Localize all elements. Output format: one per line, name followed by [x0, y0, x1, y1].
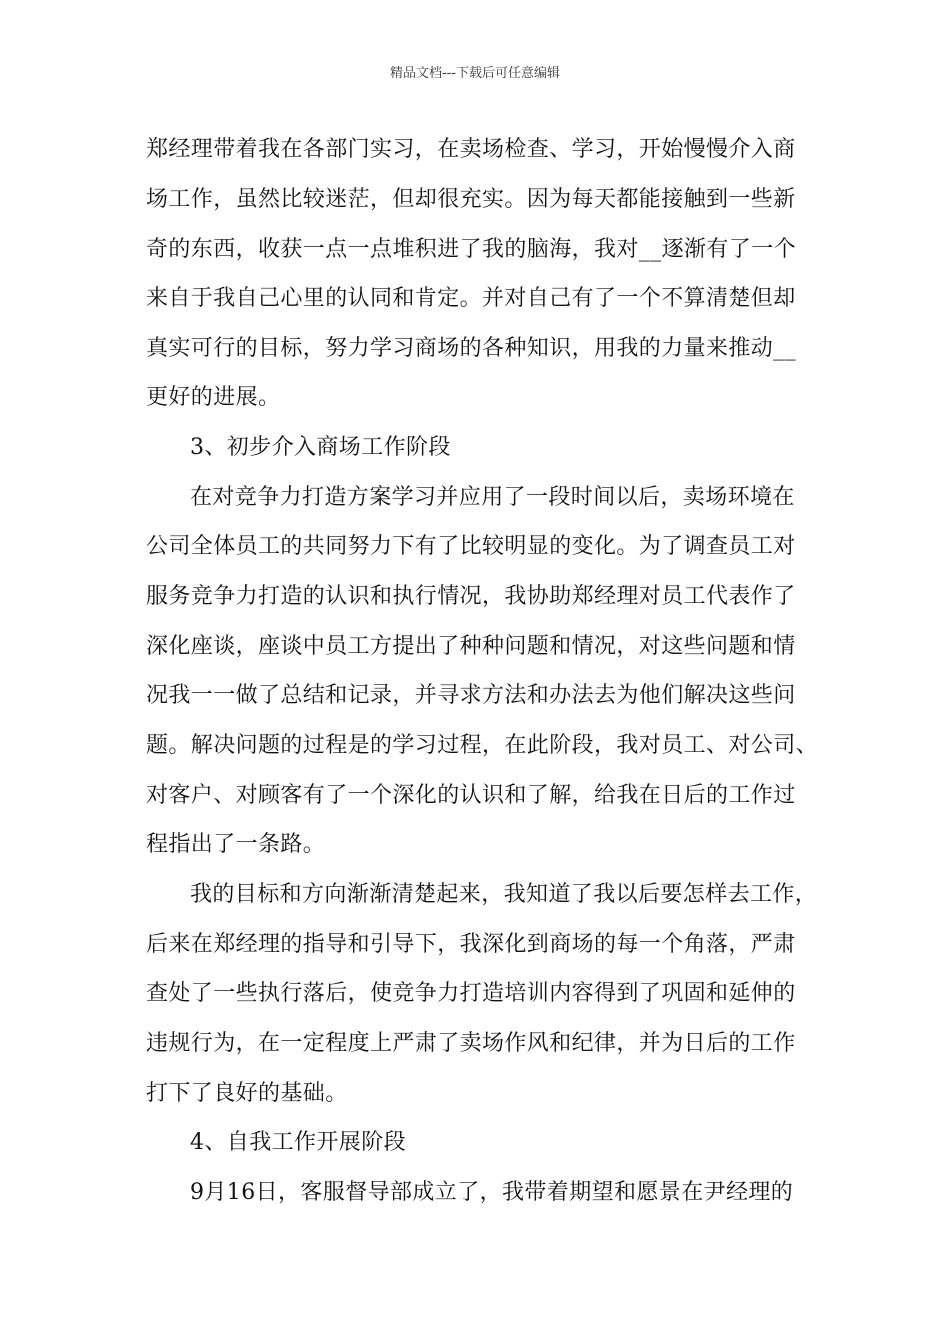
paragraph-line: 公司全体员工的共同努力下有了比较明显的变化。为了调查员工对 [146, 534, 796, 559]
paragraph-line: 我的目标和方向渐渐清楚起来，我知道了我以后要怎样去工作， [190, 882, 818, 907]
paragraph-line: 题。解决问题的过程是的学习过程，在此阶段，我对员工、对公司、 [146, 733, 819, 758]
paragraph-line: 打下了良好的基础。 [146, 1081, 348, 1106]
paragraph-line: 对客户、对顾客有了一个深化的认识和了解，给我在日后的工作过 [146, 783, 796, 808]
paragraph-line: 违规行为，在一定程度上严肃了卖场作风和纪律，并为日后的工作 [146, 1031, 796, 1056]
paragraph-line: 来自于我自己心里的认同和肯定。并对自己有了一个不算清楚但却 [146, 286, 796, 311]
paragraph-line: 况我一一做了总结和记录，并寻求方法和办法去为他们解决这些问 [146, 683, 796, 708]
page-header: 精品文档---下载后可任意编辑 [389, 66, 561, 81]
paragraph-line: 服务竞争力打造的认识和执行情况，我协助郑经理对员工代表作了 [146, 584, 796, 609]
paragraph-line: 郑经理带着我在各部门实习，在卖场检查、学习，开始慢慢介入商 [146, 137, 796, 162]
paragraph-line: 深化座谈，座谈中员工方提出了种种问题和情况，对这些问题和情 [146, 634, 796, 659]
paragraph-line: 9月16日，客服督导部成立了，我带着期望和愿景在尹经理的 [190, 1180, 794, 1205]
paragraph-line: 场工作，虽然比较迷茫，但却很充实。因为每天都能接触到一些新 [146, 187, 796, 212]
section-heading: 3、初步介入商场工作阶段 [190, 435, 451, 460]
paragraph-line: 真实可行的目标，努力学习商场的各种知识，用我的力量来推动__ [146, 336, 797, 361]
paragraph-line: 程指出了一条路。 [146, 832, 326, 857]
paragraph-line: 后来在郑经理的指导和引导下，我深化到商场的每一个角落，严肃 [146, 932, 796, 957]
paragraph-line: 奇的东西，收获一点一点堆积进了我的脑海，我对__逐渐有了一个 [146, 237, 797, 262]
section-heading: 4、自我工作开展阶段 [190, 1130, 406, 1155]
paragraph-line: 查处了一些执行落后，使竞争力打造培训内容得到了巩固和延伸的 [146, 981, 796, 1006]
paragraph-line: 更好的进展。 [146, 385, 281, 410]
paragraph-line: 在对竞争力打造方案学习并应用了一段时间以后，卖场环境在 [190, 485, 795, 510]
